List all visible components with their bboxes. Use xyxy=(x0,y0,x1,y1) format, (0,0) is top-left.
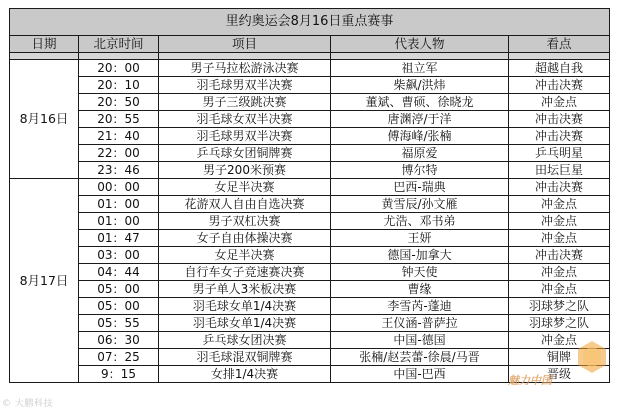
event-cell: 女子自由体操决赛 xyxy=(159,230,331,247)
event-cell: 男子双杠决赛 xyxy=(159,213,331,230)
highlight-cell: 冲击决赛 xyxy=(509,111,610,128)
time-cell: 20：10 xyxy=(79,77,159,94)
table-row xyxy=(10,298,610,315)
event-cell: 羽毛球女单1/4决赛 xyxy=(159,298,331,315)
athletes-cell: 傅海峰/张楠 xyxy=(331,128,509,145)
event-cell: 乒乓球女团决赛 xyxy=(159,332,331,349)
time-cell: 21：40 xyxy=(79,128,159,145)
athletes-cell: 黄雪辰/孙文雁 xyxy=(331,196,509,213)
time-cell: 22：00 xyxy=(79,145,159,162)
athletes-cell: 德国-加拿大 xyxy=(331,247,509,264)
header-time: 北京时间 xyxy=(79,36,159,53)
table-row xyxy=(10,213,610,230)
event-cell: 男子单人3米板决赛 xyxy=(159,281,331,298)
table-row xyxy=(10,162,610,179)
event-cell: 女足半决赛 xyxy=(159,247,331,264)
event-cell: 羽毛球混双铜牌赛 xyxy=(159,349,331,366)
highlight-cell: 冲金点 xyxy=(509,281,610,298)
event-cell: 羽毛球男双半决赛 xyxy=(159,77,331,94)
spacer-cell xyxy=(79,53,159,60)
event-cell: 羽毛球女单1/4决赛 xyxy=(159,315,331,332)
table-row xyxy=(10,349,610,366)
time-cell: 9：15 xyxy=(79,366,159,383)
athletes-cell: 钟天使 xyxy=(331,264,509,281)
time-cell: 23：46 xyxy=(79,162,159,179)
table-row xyxy=(10,332,610,349)
time-cell: 03：00 xyxy=(79,247,159,264)
athletes-cell: 王仪涵-普萨拉 xyxy=(331,315,509,332)
highlight-cell: 冲击决赛 xyxy=(509,128,610,145)
athletes-cell: 董斌、曹硕、徐晓龙 xyxy=(331,94,509,111)
athletes-cell: 李雪芮-蓬迪 xyxy=(331,298,509,315)
table-row xyxy=(10,230,610,247)
event-cell: 男子马拉松游泳决赛 xyxy=(159,60,331,77)
highlight-cell: 冲金点 xyxy=(509,230,610,247)
table-row xyxy=(10,179,610,196)
event-cell: 男子200米预赛 xyxy=(159,162,331,179)
time-cell: 01：00 xyxy=(79,196,159,213)
schedule-table xyxy=(9,8,610,383)
athletes-cell: 祖立军 xyxy=(331,60,509,77)
table-row xyxy=(10,281,610,298)
time-cell: 01：47 xyxy=(79,230,159,247)
time-cell: 05：00 xyxy=(79,298,159,315)
time-cell: 04：44 xyxy=(79,264,159,281)
schedule-table-frame xyxy=(9,8,609,404)
table-row xyxy=(10,94,610,111)
event-cell: 羽毛球男双半决赛 xyxy=(159,128,331,145)
decorative-stamp-icon xyxy=(577,340,607,374)
date-cell: 8月16日 xyxy=(10,60,79,179)
athletes-cell: 中国-德国 xyxy=(331,332,509,349)
header-date: 日期 xyxy=(10,36,79,53)
time-cell: 06：30 xyxy=(79,332,159,349)
table-row xyxy=(10,128,610,145)
highlight-cell: 超越自我 xyxy=(509,60,610,77)
time-cell: 20：50 xyxy=(79,94,159,111)
highlight-cell: 冲金点 xyxy=(509,332,610,349)
date-cell: 8月17日 xyxy=(10,179,79,383)
header-row xyxy=(10,36,610,53)
highlight-cell: 冲金点 xyxy=(509,196,610,213)
time-cell: 20：55 xyxy=(79,111,159,128)
highlight-cell: 晋级 xyxy=(509,366,610,383)
schedule-body xyxy=(10,60,610,383)
spacer-cell xyxy=(159,53,331,60)
spacer-cell xyxy=(331,53,509,60)
header-highlight: 看点 xyxy=(509,36,610,53)
event-cell: 女排1/4决赛 xyxy=(159,366,331,383)
spacer-cell xyxy=(10,53,79,60)
highlight-cell: 冲击决赛 xyxy=(509,77,610,94)
time-cell: 01：00 xyxy=(79,213,159,230)
highlight-cell: 羽球梦之队 xyxy=(509,298,610,315)
table-row xyxy=(10,77,610,94)
table-row xyxy=(10,315,610,332)
athletes-cell: 巴西-瑞典 xyxy=(331,179,509,196)
event-cell: 男子三级跳决赛 xyxy=(159,94,331,111)
table-row xyxy=(10,145,610,162)
event-cell: 花游双人自由自选决赛 xyxy=(159,196,331,213)
table-row xyxy=(10,196,610,213)
event-cell: 乒乓球女团铜牌赛 xyxy=(159,145,331,162)
time-cell: 05：55 xyxy=(79,315,159,332)
highlight-cell: 冲金点 xyxy=(509,213,610,230)
table-row xyxy=(10,111,610,128)
table-row xyxy=(10,264,610,281)
highlight-cell: 冲金点 xyxy=(509,264,610,281)
highlight-cell: 羽球梦之队 xyxy=(509,315,610,332)
title-row xyxy=(10,9,610,36)
spacer-cell xyxy=(509,53,610,60)
time-cell: 07：25 xyxy=(79,349,159,366)
highlight-cell: 铜牌 xyxy=(509,349,610,366)
header-event: 项目 xyxy=(159,36,331,53)
athletes-cell: 尤浩、邓书弟 xyxy=(331,213,509,230)
highlight-cell: 冲击决赛 xyxy=(509,179,610,196)
athletes-cell: 唐渊渟/于洋 xyxy=(331,111,509,128)
stamp-text: 魅力中国 xyxy=(508,374,552,387)
header-athletes: 代表人物 xyxy=(331,36,509,53)
time-cell: 00：00 xyxy=(79,179,159,196)
athletes-cell: 博尔特 xyxy=(331,162,509,179)
highlight-cell: 田坛巨星 xyxy=(509,162,610,179)
athletes-cell: 曹缘 xyxy=(331,281,509,298)
athletes-cell: 王妍 xyxy=(331,230,509,247)
time-cell: 05：00 xyxy=(79,281,159,298)
highlight-cell: 乒乓明星 xyxy=(509,145,610,162)
athletes-cell: 中国-巴西 xyxy=(331,366,509,383)
table-row xyxy=(10,60,610,77)
highlight-cell: 冲金点 xyxy=(509,94,610,111)
event-cell: 女足半决赛 xyxy=(159,179,331,196)
highlight-cell: 冲击决赛 xyxy=(509,247,610,264)
table-row xyxy=(10,247,610,264)
athletes-cell: 张楠/赵芸蕾-徐晨/马晋 xyxy=(331,349,509,366)
spacer-row xyxy=(10,53,610,60)
athletes-cell: 柴飙/洪炜 xyxy=(331,77,509,94)
event-cell: 羽毛球女双半决赛 xyxy=(159,111,331,128)
table-title: 里约奥运会8月16日重点赛事 xyxy=(10,9,610,36)
athletes-cell: 福原爱 xyxy=(331,145,509,162)
time-cell: 20：00 xyxy=(79,60,159,77)
event-cell: 自行车女子竞速赛决赛 xyxy=(159,264,331,281)
watermark-text: © 大鹏科技 xyxy=(2,399,53,409)
